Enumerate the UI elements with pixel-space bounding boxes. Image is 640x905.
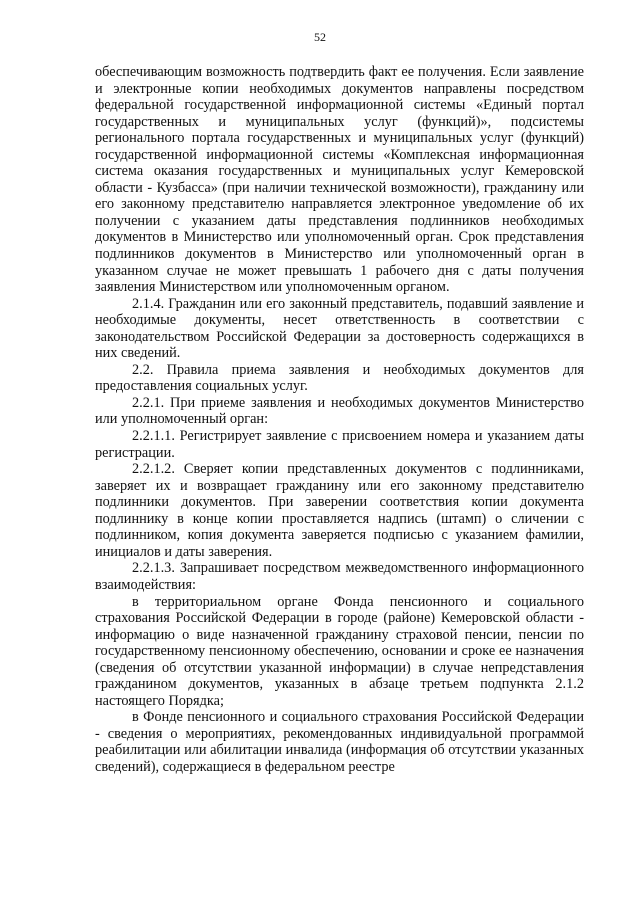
- paragraph: 2.2.1.1. Регистрирует заявление с присвоением номера и указанием даты регистрации.: [95, 428, 584, 461]
- page-number: 52: [314, 30, 326, 44]
- paragraph: в Фонде пенсионного и социального страхования Российской Федерации - сведения о мероприятиях, рекомендованных индивидуальной программой реабилитации или абилитации инвалида (информация об отсутствии указанных сведений), содержащиеся в федеральном реестре: [95, 709, 584, 775]
- paragraph: 2.2.1. При приеме заявления и необходимых документов Министерство или уполномоченный орган:: [95, 394, 584, 428]
- paragraph: 2.2.1.2. Сверяет копии представленных документов с подлинниками, заверяет их и возвращает гражданину или его законному представителю подлинники документов. При заверении соответствия копии документа подлиннику в конце копии проставляется надпись (штамп) о сличении с подлинником, копия документа заверяется подписью с указанием фамилии, инициалов и даты заверения.: [95, 461, 584, 560]
- paragraph: в территориальном органе Фонда пенсионного и социального страхования Российской Федерации в городе (районе) Кемеровской области - информацию о виде назначенной гражданину страховой пенсии, пенсии по государственному пенсионному обеспечению, основании и сроке ее назначения (сведения об отсутствии указанной информации) в случае непредставления гражданином документов, указанных в абзаце третьем подпункта 2.1.2 настоящего Порядка;: [95, 593, 584, 709]
- paragraph: 2.1.4. Гражданин или его законный представитель, подавший заявление и необходимые документы, несет ответственность в соответствии с законодательством Российской Федерации за достоверность содержащихся в них сведений.: [95, 295, 584, 362]
- document-body: [95, 64, 584, 776]
- paragraph: обеспечивающим возможность подтвердить факт ее получения. Если заявление и электронные копии необходимых документов направлены посредством федеральной государственной информационной системы «Единый портал государственных и муниципальных услуг (функций)», подсистемы регионального портала государственных и муниципальных услуг (функций) государственной информационной системы «Комплексная информационная система оказания государственных и муниципальных услуг Кемеровской области - Кузбасса» (при наличии технической возможности), гражданину или его законному представителю направляется электронное уведомление об их получении с указанием даты представления подлинников необходимых документов в Министерство или уполномоченный орган. Срок представления подлинников документов в Министерство или уполномоченный орган в указанном случае не может превышать 1 рабочего дня с даты получения заявления Министерством или уполномоченным органом.: [95, 64, 584, 296]
- paragraph: 2.2.1.3. Запрашивает посредством межведомственного информационного взаимодействия:: [95, 560, 584, 593]
- paragraph: 2.2. Правила приема заявления и необходимых документов для предоставления социальных услуг.: [95, 361, 584, 395]
